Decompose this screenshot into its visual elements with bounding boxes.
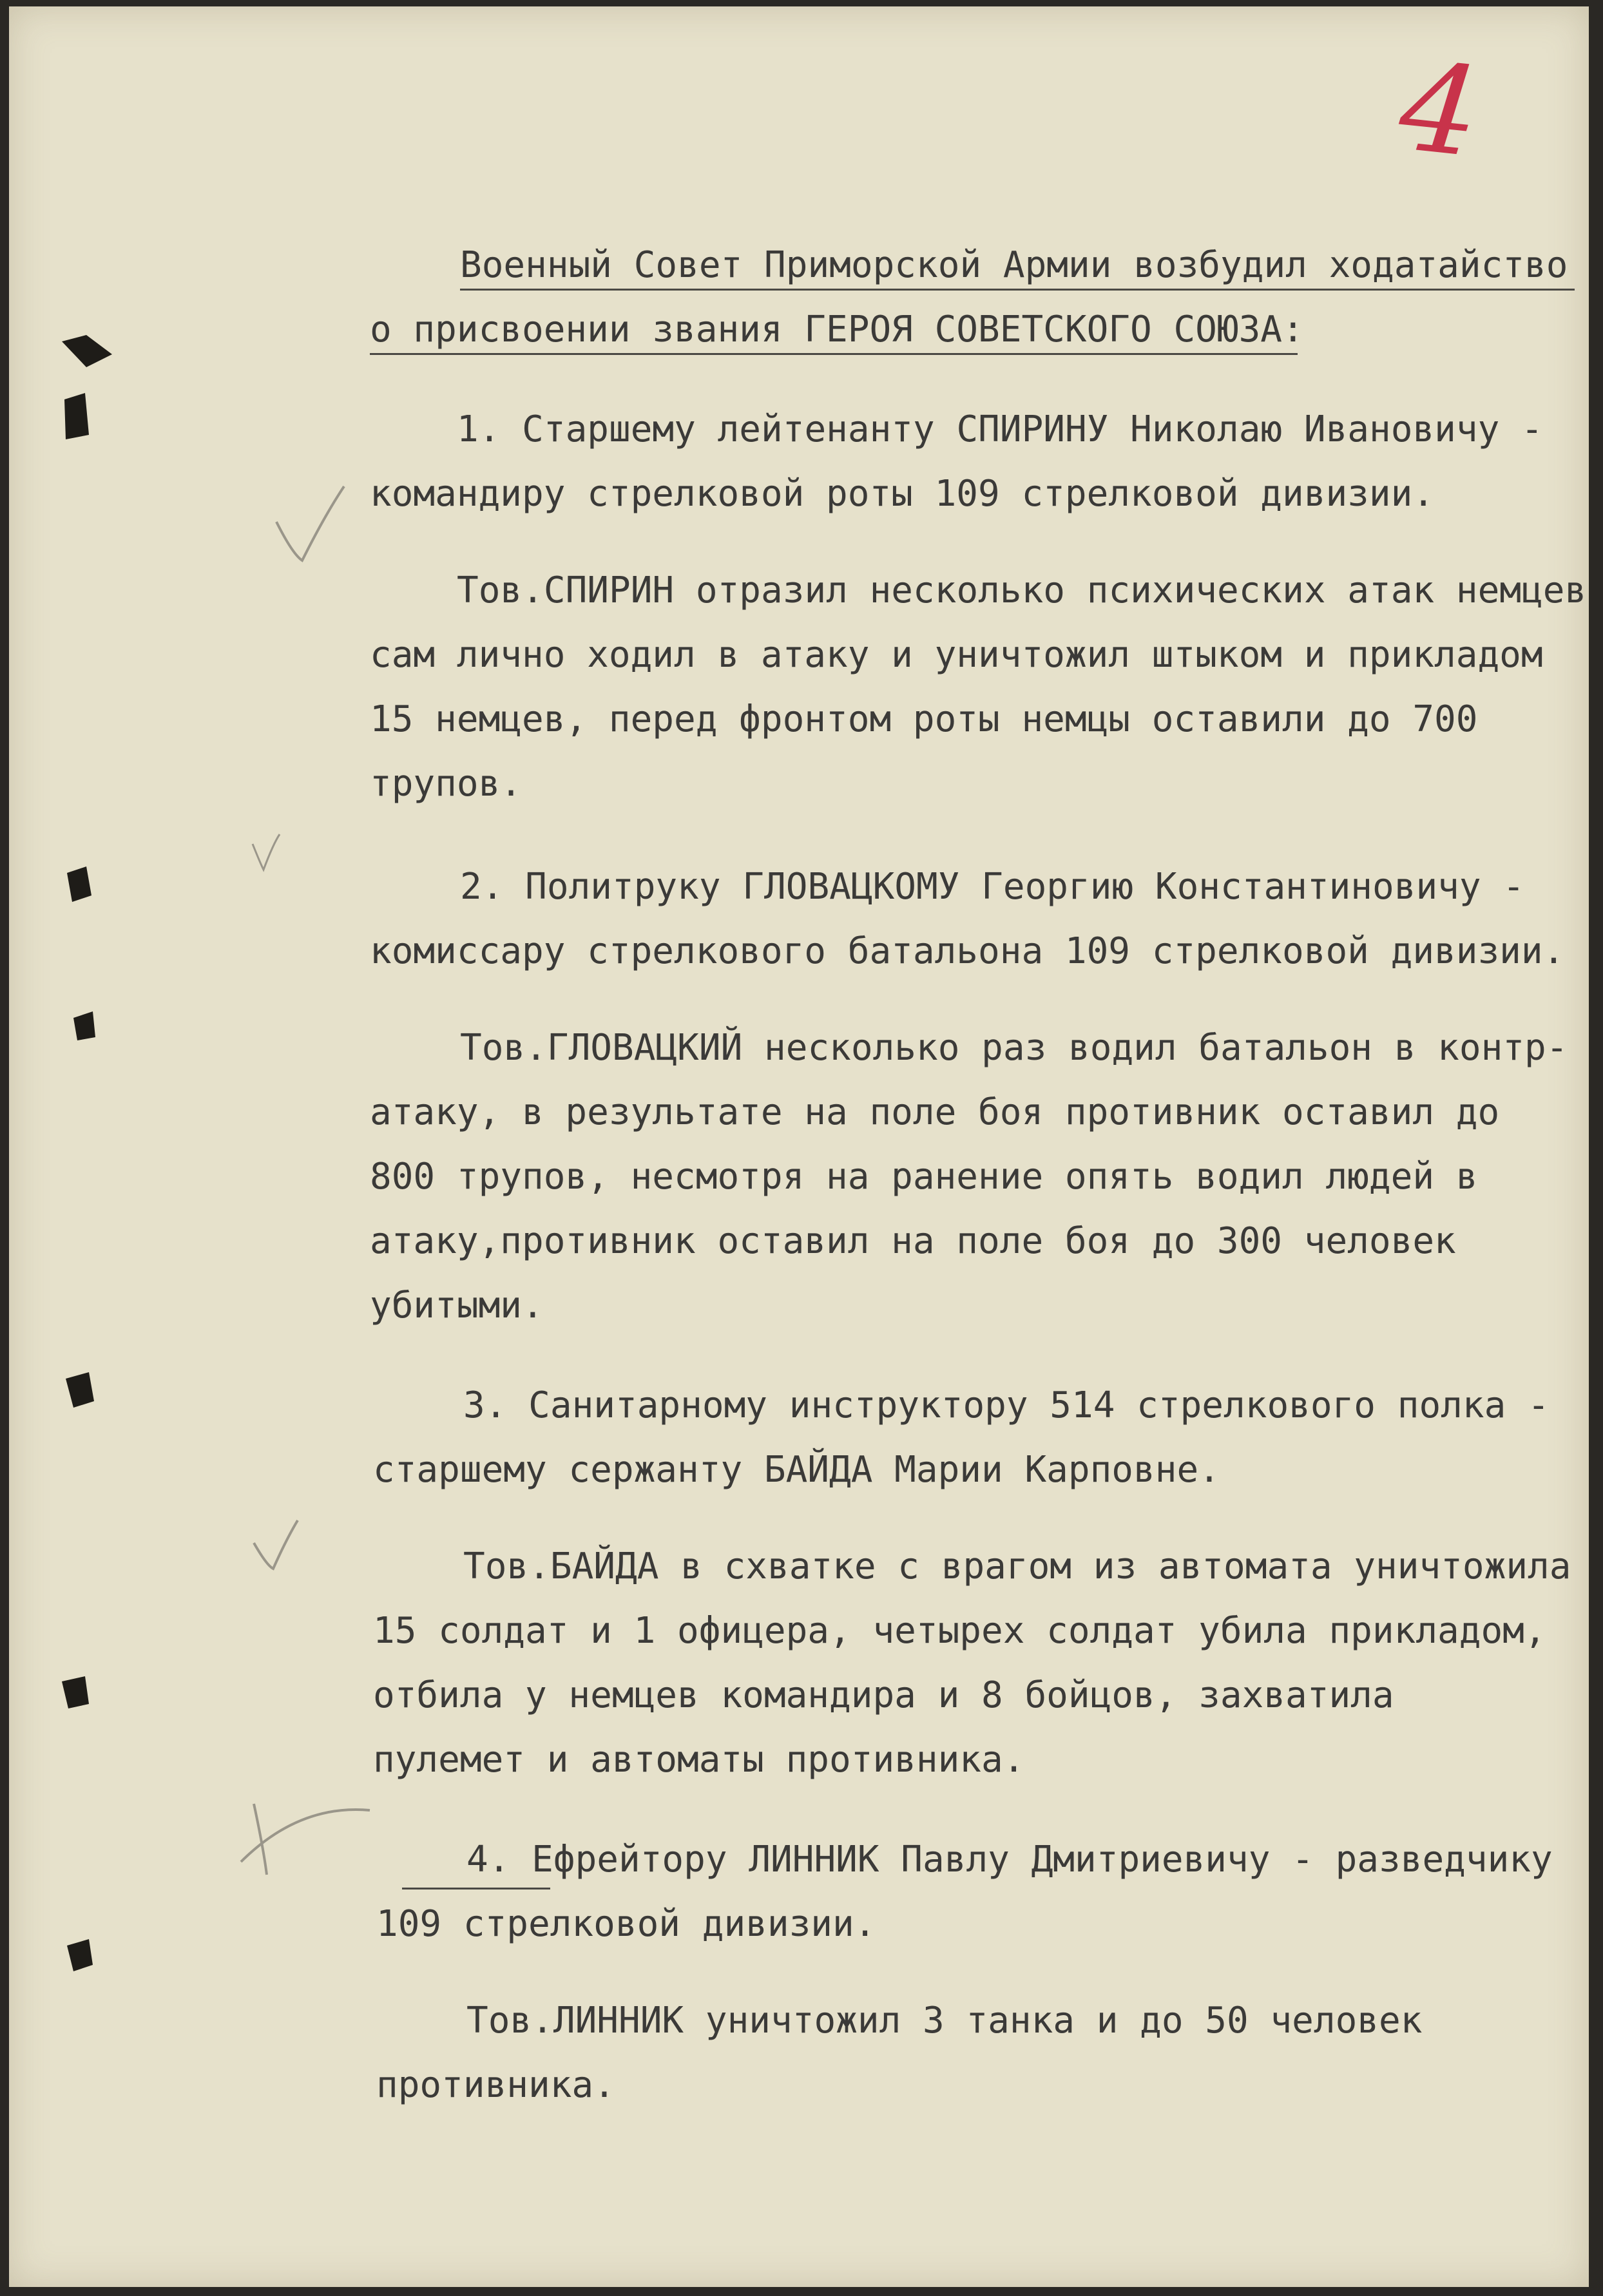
entry-description-line: Тов.СПИРИН отразил несколько психических атак немцев [457, 569, 1587, 611]
page-number: 4 [1393, 35, 1486, 185]
binding-hole [67, 1939, 93, 1971]
check-mark [276, 486, 344, 560]
binding-hole [64, 393, 89, 439]
heading-line: Военный Совет Приморской Армии возбудил ходатайство [460, 244, 1568, 286]
document-page [9, 6, 1589, 2287]
heading-underline [370, 353, 1298, 355]
entry-description-line: Тов.ГЛОВАЦКИЙ несколько раз водил батальон в контр- [460, 1027, 1568, 1069]
entry-description-line: пулемет и автоматы противника. [373, 1739, 1025, 1781]
binding-hole [66, 1372, 94, 1408]
binding-hole [73, 1011, 95, 1040]
pencil-underline [402, 1888, 550, 1889]
entry-description-line: отбила у немцев командира и 8 бойцов, захватила [373, 1674, 1394, 1716]
entry-nomination-line: 1. Старшему лейтенанту СПИРИНУ Николаю Ивановичу - [457, 408, 1543, 450]
entry-description-line: убитыми. [370, 1285, 544, 1326]
entry-description-line: атаку, в результате на поле боя противник оставил до [370, 1091, 1500, 1133]
entry-nomination-line: командиру стрелковой роты 109 стрелковой дивизии. [370, 473, 1435, 515]
entry-nomination-line: 4. Ефрейтору ЛИННИК Павлу Дмитриевичу - разведчику [466, 1839, 1553, 1880]
entry-description-line: трупов. [370, 763, 523, 805]
entry-description-line: 15 немцев, перед фронтом роты немцы оставили до 700 [370, 698, 1478, 740]
entry-nomination-line: старшему сержанту БАЙДА Марии Карповне. [373, 1449, 1220, 1491]
binding-hole [67, 866, 91, 902]
heading-underline [460, 289, 1575, 291]
entry-description-line: 800 трупов, несмотря на ранение опять водил людей в [370, 1156, 1478, 1198]
check-mark [253, 834, 280, 870]
entry-nomination-line: 2. Политруку ГЛОВАЦКОМУ Георгию Константиновичу - [460, 866, 1525, 908]
entry-description-line: 15 солдат и 1 офицера, четырех солдат убила прикладом, [373, 1610, 1546, 1652]
entry-description-line: сам лично ходил в атаку и уничтожил штыком и прикладом [370, 634, 1543, 676]
entry-nomination-line: 109 стрелковой дивизии. [376, 1903, 876, 1945]
entry-description-line: Тов.ЛИННИК уничтожил 3 танка и до 50 человек [466, 2000, 1423, 2042]
check-mark [254, 1520, 298, 1569]
entry-description-line: Тов.БАЙДА в схватке с врагом из автомата уничтожила [463, 1545, 1571, 1587]
entry-description-line: противника. [376, 2064, 615, 2106]
entry-description-line: атаку,противник оставил на поле боя до 300 человек [370, 1220, 1456, 1262]
entry-nomination-line: 3. Санитарному инструктору 514 стрелкового полка - [463, 1384, 1550, 1426]
heading-line: о присвоении звания ГЕРОЯ СОВЕТСКОГО СОЮЗА: [370, 309, 1304, 350]
entry-nomination-line: комиссару стрелкового батальона 109 стрелковой дивизии. [370, 930, 1565, 972]
binding-hole [62, 335, 112, 367]
cross-mark [241, 1804, 370, 1875]
binding-hole [62, 1676, 89, 1708]
